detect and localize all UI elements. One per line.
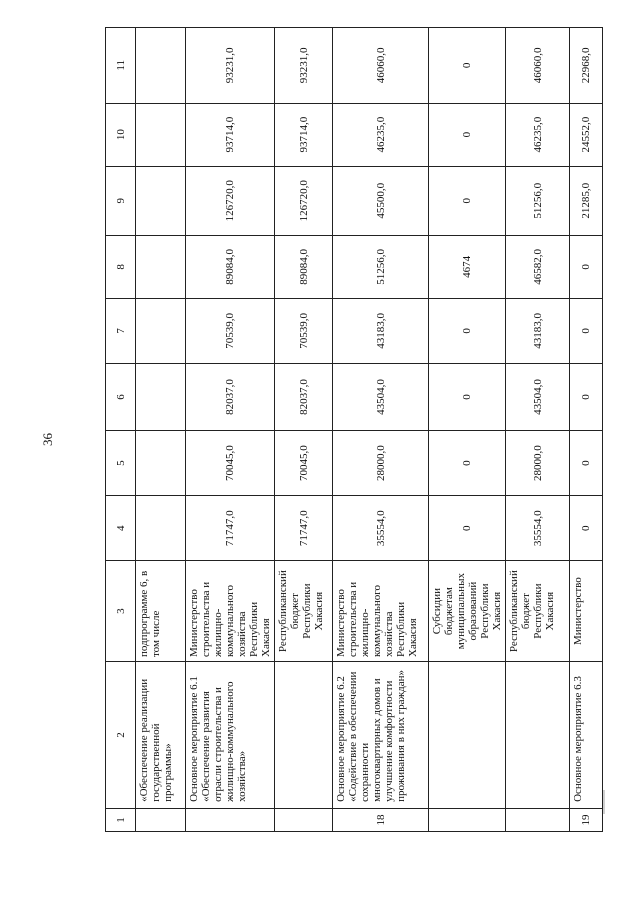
value-cell: 93231,0 [186, 28, 275, 104]
row-number-cell [429, 808, 506, 831]
table-header-cell: 9 [106, 166, 136, 235]
table-row [570, 28, 603, 832]
value-cell: 46582,0 [506, 235, 570, 298]
value-cell: 43504,0 [333, 363, 429, 430]
value-cell: 45500,0 [333, 166, 429, 235]
value-cell: 43504,0 [506, 363, 570, 430]
value-cell: 0 [570, 235, 603, 298]
value-cell: 70539,0 [275, 298, 333, 363]
value-cell [136, 28, 186, 104]
value-cell: 0 [429, 28, 506, 104]
table-header-cell: 3 [106, 561, 136, 662]
value-cell: 46235,0 [333, 103, 429, 166]
value-cell: 35554,0 [506, 496, 570, 561]
table-row [136, 28, 186, 832]
value-cell: 82037,0 [275, 363, 333, 430]
table-header-cell: 1 [106, 808, 136, 831]
value-cell: 43183,0 [506, 298, 570, 363]
measure-name-cell: Основное мероприятие 6.2 «Содействие в обеспечении сохранности многоквартирных домов и улучшение комфортности проживания в них граждан» [333, 661, 429, 808]
value-cell: 89084,0 [275, 235, 333, 298]
value-cell: 0 [570, 431, 603, 496]
value-cell [136, 103, 186, 166]
scan-artifact [603, 790, 605, 814]
table-header-row [106, 28, 136, 832]
value-cell: 0 [570, 298, 603, 363]
row-number-cell: 18 [333, 808, 429, 831]
value-cell: 46060,0 [333, 28, 429, 104]
value-cell: 71747,0 [275, 496, 333, 561]
table-row [333, 28, 429, 832]
value-cell: 21285,0 [570, 166, 603, 235]
value-cell: 70045,0 [275, 431, 333, 496]
row-number-cell [506, 808, 570, 831]
value-cell: 89084,0 [186, 235, 275, 298]
value-cell: 0 [429, 363, 506, 430]
table-row [275, 28, 333, 832]
value-cell [136, 363, 186, 430]
value-cell: 0 [429, 496, 506, 561]
value-cell: 24552,0 [570, 103, 603, 166]
value-cell: 0 [570, 496, 603, 561]
table-header-cell: 8 [106, 235, 136, 298]
value-cell: 51256,0 [506, 166, 570, 235]
page-number: 36 [40, 433, 55, 446]
executor-cell: Субсидии бюджетам муниципальных образований Республики Хакасия [429, 561, 506, 662]
value-cell [136, 496, 186, 561]
value-cell: 0 [429, 103, 506, 166]
value-cell: 71747,0 [186, 496, 275, 561]
executor-cell: Министерство строительства и жилищно-коммунального хозяйства Республики Хакасия [333, 561, 429, 662]
value-cell [136, 431, 186, 496]
table-header-cell: 6 [106, 363, 136, 430]
table-header-cell: 10 [106, 103, 136, 166]
value-cell [136, 298, 186, 363]
value-cell: 126720,0 [275, 166, 333, 235]
value-cell: 0 [429, 166, 506, 235]
table-row [186, 28, 275, 832]
table-header-cell: 2 [106, 661, 136, 808]
table-header-cell: 5 [106, 431, 136, 496]
row-number-cell [136, 808, 186, 831]
row-number-cell [275, 808, 333, 831]
executor-cell: Министерство [570, 561, 603, 662]
value-cell: 0 [570, 363, 603, 430]
measure-name-cell: Основное мероприятие 6.1 «Обеспечение развития отрасли строительства и жилищно-коммунального хозяйства» [186, 661, 275, 808]
table-header-cell: 11 [106, 28, 136, 104]
value-cell: 43183,0 [333, 298, 429, 363]
table-header-cell: 4 [106, 496, 136, 561]
value-cell: 46235,0 [506, 103, 570, 166]
row-number-cell [186, 808, 275, 831]
measure-name-cell: «Обеспечение реализации государственной программы» [136, 661, 186, 808]
value-cell: 126720,0 [186, 166, 275, 235]
value-cell: 46060,0 [506, 28, 570, 104]
value-cell: 4674 [429, 235, 506, 298]
table-header-cell: 7 [106, 298, 136, 363]
table-row [506, 28, 570, 832]
measure-name-cell: Основное мероприятие 6.3 [570, 661, 603, 808]
value-cell: 93714,0 [275, 103, 333, 166]
table-row [429, 28, 506, 832]
value-cell: 70539,0 [186, 298, 275, 363]
executor-cell: Республиканский бюджет Республики Хакасия [275, 561, 333, 662]
rotated-table-wrapper [105, 27, 598, 832]
value-cell: 93231,0 [275, 28, 333, 104]
measure-name-cell [429, 661, 506, 808]
executor-cell: Республиканский бюджет Республики Хакасия [506, 561, 570, 662]
value-cell: 0 [429, 431, 506, 496]
value-cell: 82037,0 [186, 363, 275, 430]
measure-name-cell [506, 661, 570, 808]
value-cell: 28000,0 [333, 431, 429, 496]
value-cell: 0 [429, 298, 506, 363]
measure-name-cell [275, 661, 333, 808]
value-cell: 51256,0 [333, 235, 429, 298]
row-number-cell: 19 [570, 808, 603, 831]
executor-cell: Министерство строительства и жилищно-коммунального хозяйства Республики Хакасия [186, 561, 275, 662]
value-cell: 35554,0 [333, 496, 429, 561]
value-cell [136, 235, 186, 298]
value-cell: 93714,0 [186, 103, 275, 166]
executor-cell: подпрограмме 6, в том числе [136, 561, 186, 662]
value-cell [136, 166, 186, 235]
budget-table [105, 27, 603, 832]
value-cell: 22968,0 [570, 28, 603, 104]
value-cell: 70045,0 [186, 431, 275, 496]
value-cell: 28000,0 [506, 431, 570, 496]
